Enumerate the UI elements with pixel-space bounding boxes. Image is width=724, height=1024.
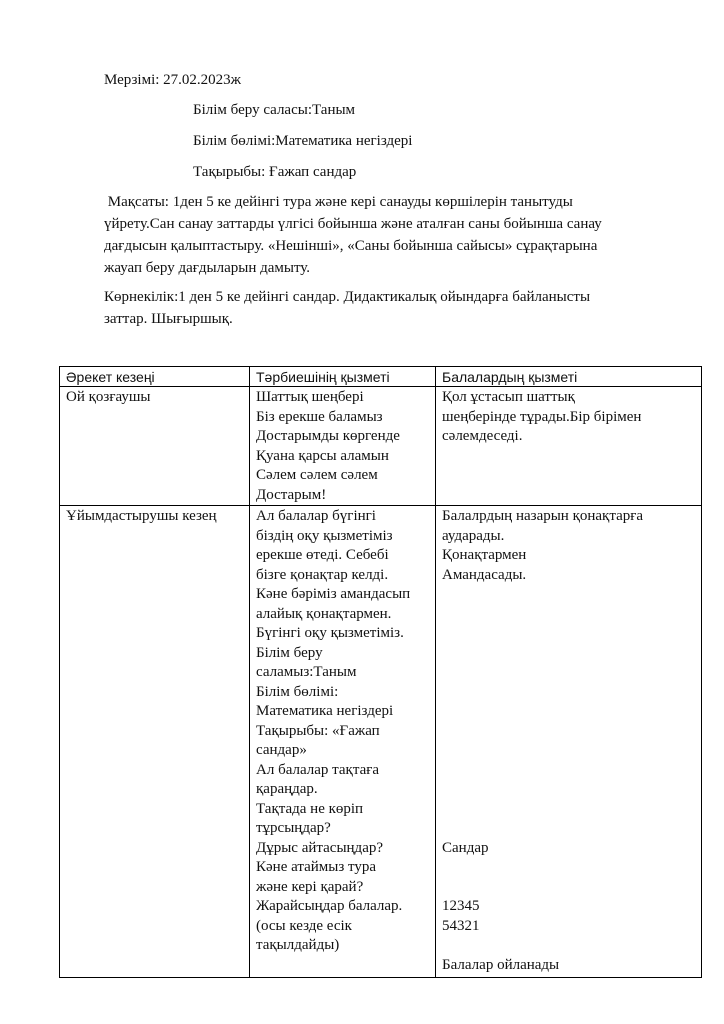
children-cell [436,506,702,978]
cell-text-line: Қол ұстасып шаттық [442,389,575,405]
materials-line: заттар. Шығыршық. [104,311,233,327]
cell-text-line: тұрсыңдар? [256,820,331,836]
goal-line: жауап беру дағдыларын дамыту. [104,260,311,276]
table-header-row [60,367,702,387]
children-cell [436,387,702,506]
cell-text-line: Білім бөлімі: [256,683,339,700]
stage-cell: Ой қозғаушы [60,387,250,506]
table-row [60,387,702,506]
cell-text-line [442,624,697,644]
header-stage: Әрекет кезеңі [60,367,250,387]
goal-line: үйрету.Сан санау заттарды үлгісі бойынша және аталған саны бойынша санау [104,216,602,232]
cell-text-line: шеңберінде тұрады.Бір бірімен [442,408,642,425]
date-line: Мерзімі: 27.02.2023ж [104,72,242,88]
cell-text-line [442,800,697,820]
goal-line: дағдысын қалыптастыру. «Нешінші», «Саны бойынша сайысы» сұрақтарына [104,238,598,254]
cell-text-line: сәлемдеседі. [442,428,523,444]
cell-text-line: Білім беру [256,644,323,661]
cell-text-line [442,644,697,664]
cell-text-line: Математика негіздері [256,703,394,719]
cell-text-line: саламыз:Таным [256,664,357,680]
cell-text-line [442,585,697,605]
cell-text-line: Жарайсыңдар балалар. [256,898,403,914]
cell-text-line: ерекше өтеді. Себебі [256,547,389,563]
lesson-plan-table [59,366,702,978]
cell-text-line: тақылдайды) [256,937,340,953]
cell-text-line [442,858,697,878]
cell-text-line [442,878,697,898]
cell-text-line [442,741,697,761]
cell-text-line: Біз ерекше баламыз [256,408,383,425]
header-children: Балалардың қызметі [436,367,702,387]
cell-text-line: Тақтада не көріп [256,800,364,817]
cell-text-line: Сәлем сәлем сәлем [256,467,378,483]
cell-text-line [442,780,697,800]
cell-text-line [442,819,697,839]
cell-text-line: Бүгінгі оқу қызметіміз. [256,625,404,641]
cell-text-line: Достарым! [256,486,327,503]
cell-text-line: аударады. [442,527,505,544]
cell-text-line: Достарымды көргенде [256,428,400,444]
cell-text-line: Шаттық шеңбері [256,389,364,405]
cell-text-line [442,722,697,742]
education-section-line: Білім бөлімі:Математика негіздері [193,133,413,149]
cell-text-line: Кәне бәріміз амандасып [256,586,411,602]
cell-text-line: Балалар ойланады [442,956,560,973]
cell-text-line: Балалрдың назарын қонақтарға [442,508,644,524]
cell-text-line [442,936,697,956]
materials-line: Көрнекілік:1 ден 5 ке дейінгі сандар. Дидактикалық ойындарға байланысты [104,289,591,305]
cell-text-line: Ал балалар тақтаға [256,761,380,778]
cell-text-line: (осы кезде есік [256,917,352,934]
stage-cell: Ұйымдастырушы кезең [60,506,250,978]
cell-text-line: Қонақтармен [442,547,527,563]
education-area-line: Білім беру саласы:Таным [193,102,356,118]
cell-text-line: Сандар [442,839,489,856]
teacher-cell [250,506,436,978]
goal-line: Мақсаты: 1ден 5 ке дейінгі тура және кері санауды көршілерін танытуды [104,194,573,210]
cell-text-line: Дұрыс айтасыңдар? [256,839,384,856]
cell-text-line: сандар» [256,742,307,758]
cell-text-line: қараңдар. [256,781,318,797]
cell-text-line: және кері қарай? [256,878,364,895]
cell-text-line: бізге қонақтар келді. [256,566,389,583]
cell-text-line: 12345 [442,898,480,914]
cell-text-line [442,683,697,703]
header-teacher: Тәрбиешінің қызметі [250,367,436,387]
cell-text-line: Амандасады. [442,566,527,583]
cell-text-line [442,605,697,625]
materials-paragraph [104,286,704,330]
cell-text-line [442,702,697,722]
teacher-cell [250,387,436,506]
cell-text-line: біздің оқу қызметіміз [256,527,393,544]
table-row [60,506,702,978]
cell-text-line [442,761,697,781]
topic-line: Тақырыбы: Ғажап сандар [193,164,357,180]
cell-text-line: Қуана қарсы аламын [256,447,389,464]
cell-text-line: Тақырыбы: «Ғажап [256,722,380,739]
cell-text-line: Кәне атаймыз тура [256,859,377,875]
cell-text-line [442,663,697,683]
cell-text-line: алайық қонақтармен. [256,605,392,622]
goal-paragraph [104,191,704,279]
cell-text-line: Ал балалар бүгінгі [256,508,376,524]
cell-text-line: 54321 [442,917,480,934]
